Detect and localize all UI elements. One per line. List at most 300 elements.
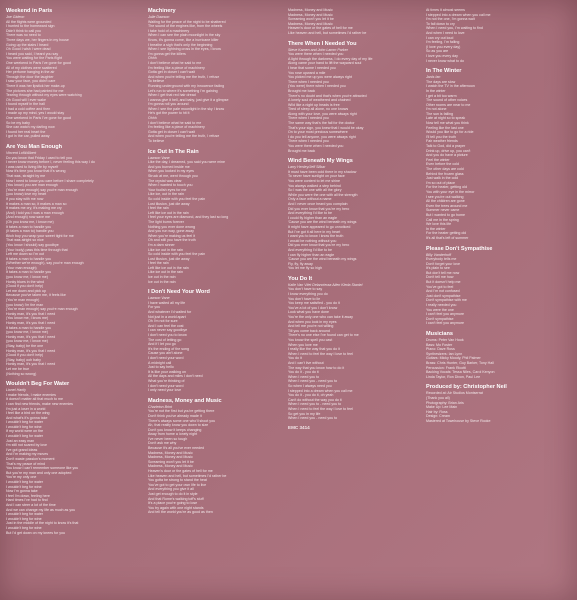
lyric-line: Synthesizers: Ian Lynn: [426, 351, 463, 356]
lyrics-column-1: [6, 8, 136, 592]
lyric-line: And I'm not confused: [426, 289, 460, 294]
lyric-line: I hear that some I needed you: [288, 65, 336, 70]
song-block: [288, 276, 416, 421]
lyric-line: I don't need your word: [148, 355, 184, 360]
lyric-line: You picked me up you were always right: [288, 75, 352, 80]
lyric-line: Other rooms are near to me: [426, 102, 471, 107]
lyric-line: Just get enough to do it in style: [148, 492, 198, 496]
lyric-line: You always walked a step behind: [288, 183, 341, 188]
song-block: [148, 8, 276, 144]
lyric-line: Don't tell me how: [426, 275, 454, 280]
lyric-line: And when I need to love: [426, 30, 465, 35]
lyric-line: I really like the way that you do it: [288, 347, 340, 352]
lyric-line: Piano: Dave Ross: [426, 347, 455, 352]
lyric-line: It takes a man to handle you: [6, 325, 52, 330]
lyric-line: (you know me, I know me): [6, 339, 48, 344]
lyric-line: You were content to let me shine: [288, 179, 341, 183]
lyric-line: Linda Taylor, Ron Dixon, Paul Lee: [426, 374, 481, 379]
lyric-line: 'Cause you are the wind beneath my wings: [288, 220, 357, 225]
lyric-line: I stepped into a dream when you call me: [426, 12, 491, 17]
lyric-line: All the children are gone: [426, 199, 465, 204]
lyric-line: The cost of letting go: [148, 337, 182, 342]
lyric-line: To never have sunlight on your face: [288, 174, 345, 179]
lyric-line: It must have been cold there in my shadow: [288, 169, 357, 174]
song-title: Wouldn't Beg For Water: [6, 381, 70, 388]
song-title: In The Winter: [426, 68, 462, 75]
songwriter-credit: Janis Ian: [426, 75, 441, 80]
lyric-line: Madness, Money and Music: [288, 21, 333, 26]
lyric-line: And I'm making my moves: [6, 452, 49, 457]
lyric-line: Lost illusion, just die away: [148, 256, 190, 261]
lyric-line: And you burned inside me: [148, 164, 190, 169]
lyric-line: (You know) you are man enough: [6, 183, 58, 188]
lyric-line: Honky man, it's you that I need: [6, 334, 56, 339]
lyric-line: Drums: Peter Van Hook: [426, 338, 464, 342]
lyric-line: There it was her lipstick her make-up: [6, 83, 65, 88]
lyric-line: Even before the cold: [426, 162, 459, 167]
lyric-line: It might have appeared to go unnoticed: [288, 224, 351, 229]
lyric-line: So get you in my life: [288, 411, 321, 416]
lyric-line: (And enough) now save me: [6, 215, 50, 220]
lyric-line: I know everything you do: [288, 292, 328, 297]
lyric-line: There when I needed you: [288, 79, 329, 84]
lyric-line: I can cry out loud: [426, 35, 454, 40]
lyric-line: Talk to God, did a prayer: [426, 144, 466, 149]
lyric-line: I feel the rain: [148, 206, 169, 211]
lyric-line: Heaven's door or the gates of hell for me: [288, 26, 353, 31]
lyric-line: Going up the stairs I heard: [6, 42, 49, 47]
lyric-line: I had a cold coffee and then: [6, 106, 51, 111]
lyric-line: Drink up, drive up, you can't: [426, 148, 471, 153]
lyric-line: The light burns forever: [148, 219, 184, 224]
song-title: Are You Man Enough: [6, 144, 63, 151]
lyric-line: Waiting for the peace of the night to be shattered: [148, 19, 226, 24]
lyric-line: Just don't sympathise: [426, 293, 461, 298]
lyric-line: Tearing through without my eyes were watching: [6, 93, 82, 98]
lyric-line: On to your most precious somewhere: [288, 130, 348, 135]
lyric-line: I can't feel you anymore: [426, 312, 465, 317]
lyric-line: I've never been so tough: [148, 436, 188, 441]
lyric-line: (You're man enough): [6, 298, 40, 303]
lyric-line: Fly, fly, fly away: [288, 261, 313, 266]
lyric-line: (you know) love my heart: [6, 192, 47, 197]
lyric-line: And you run way, gone away: [148, 229, 194, 234]
lyric-line: Don't forget your love: [426, 261, 461, 266]
lyric-line: Ohhh: [148, 56, 157, 61]
lyric-line: Just an easy man: [6, 438, 35, 443]
lyric-line: But I wanted to go home: [426, 212, 465, 217]
lyric-line: A lonely soul of weathered and chained: [288, 98, 351, 103]
lyric-line: I'm not alone: [426, 107, 447, 112]
song-block: [6, 144, 136, 376]
lyric-line: Madness, Money and Music: [288, 12, 333, 17]
lyric-line: Nothing you ever done wrong: [148, 224, 195, 229]
lyrics-column-3: [288, 8, 416, 592]
lyric-line: I'm gonna get the killers: [148, 51, 186, 56]
lyric-line: And I can feel the cost: [148, 323, 184, 328]
lyric-line: Like ice out in the rain: [148, 270, 183, 275]
song-block: [426, 8, 566, 63]
lyric-line: When I need you, I'm waiting to find: [426, 26, 483, 31]
lyric-line: Brass: Chris Hunter, Guy Barker, Tony Hall: [426, 360, 494, 365]
lyric-line: Don't sympathise with me: [426, 298, 467, 303]
lyric-line: I'm still not scared by love: [6, 443, 48, 448]
lyric-line: (Whether we're enough), say you're man enough: [6, 261, 84, 266]
lyric-line: Know, it's gonna come, like a hurricane killer: [148, 37, 219, 42]
lyric-line: There when I needed you: [288, 139, 329, 144]
lyric-line: While you were the one with all the strength: [288, 192, 358, 197]
lyric-line: When you love me: [288, 342, 318, 347]
lyric-line: Let me be true: [6, 366, 30, 371]
lyric-line: Let me down and pick up: [6, 288, 46, 293]
lyric-line: A light through the darkness, I do every day of my life: [288, 56, 373, 61]
songwriter-credit: Lawson Vane: [148, 296, 170, 301]
lyric-line: Just to say hello: [148, 365, 174, 370]
songwriter-credit: Julie Dawson: [148, 15, 170, 19]
lyric-line: And everything I'd like to be: [288, 211, 333, 216]
lyric-line: (Nothing so wrong): [6, 371, 37, 376]
lyric-line: So when I always need you: [288, 383, 332, 388]
songwriter-credit: Lawson Vane: [148, 155, 170, 160]
song-title: Please Don't Sympathise: [426, 245, 493, 252]
lyric-line: Guitars: Micky Moody, Phil Palmer: [426, 356, 481, 361]
lyric-line: I feel the rain: [148, 261, 169, 266]
lyric-line: And I can steer a lot of the time: [6, 502, 56, 507]
lyric-line: When I need you to - need you to: [288, 402, 342, 407]
lyric-line: Running underground with my innocence fading: [148, 83, 225, 88]
lyric-line: That was, straight by me: [6, 174, 46, 178]
lyric-line: When I see lightning cross in the eyes, I know: [148, 47, 221, 52]
lyric-line: When I need to feel the way I love to feel: [288, 351, 353, 356]
lyric-line: Don't waste passion's moment: [6, 457, 55, 462]
lyric-line: Like heaven and hell, but sometimes I'd rather be: [288, 30, 367, 35]
lyric-line: A midnight call: [148, 360, 172, 365]
song-block: [288, 41, 416, 154]
lyric-line: I'll tell you the truth: [426, 134, 456, 139]
lyric-line: I feel your eyes are diamond, and they last so long: [148, 215, 229, 220]
lyric-line: I get a bit too warm: [426, 93, 457, 98]
lyric-line: (Good if you don't help): [6, 284, 44, 289]
lyric-line: I have waited all my life: [148, 300, 186, 305]
lyric-line: Everybody tells me: [426, 257, 457, 262]
lyric-line: The sound of other voices: [426, 98, 468, 103]
lyric-line: Summer never came: [426, 208, 460, 213]
lyric-line: It takes a man to handle you: [6, 224, 52, 229]
lyric-line: Recorded at: Air Studios Montserrat: [426, 391, 483, 396]
lyric-line: Oh I'm not for sure: [148, 319, 178, 324]
lyric-line: I'm not the one, I'm gonna wait: [426, 17, 475, 22]
lyric-line: Look what you have done: [288, 310, 329, 315]
lyric-line: I heard you said, I heard you say: [6, 51, 59, 56]
lyric-line: Brought me back: [288, 148, 316, 153]
lyric-line: It takes a man to handle you: [6, 256, 52, 261]
lyric-line: Make Up: Lee Main: [426, 405, 458, 410]
lyric-line: You've got to get your own life to live: [148, 482, 207, 487]
lyric-line: The sound of the engines like, from the wheels: [148, 24, 223, 29]
lyric-line: Did you ever know that you're my hero: [288, 206, 350, 211]
lyric-line: It makes a man so, it makes a man so: [6, 201, 67, 206]
lyric-line: Design: Cream: [426, 414, 450, 419]
song-block: [288, 158, 416, 271]
lyric-line: You know I can't remember someone like you: [6, 466, 79, 471]
lyric-line: I feel like a bird on the wing: [6, 411, 50, 416]
lyric-line: Didn't think to call you: [6, 28, 41, 33]
lyrics-column-2: [148, 8, 276, 592]
lyric-line: I can never say goodbye: [148, 328, 188, 333]
song-block: [148, 289, 276, 392]
lyric-line: You were there when I needed you: [288, 144, 344, 149]
lyric-line: The pictures she had painted for me: [6, 88, 64, 93]
lyric-line: And I can't live without: [288, 360, 324, 365]
lyric-line: I never know money before I, never feeling this way I do: [6, 160, 95, 165]
song-title: Machinery: [148, 8, 176, 14]
lyric-line: For you: [148, 305, 161, 310]
lyric-line: I only need your love: [148, 388, 182, 393]
lyric-line: I can fly higher than an eagle: [288, 252, 335, 257]
lyric-line: I don't need you to know: [148, 333, 187, 337]
lyric-line: She can watch my darling now: [6, 125, 55, 130]
lyric-line: That was alright so nice: [6, 238, 44, 243]
lyric-line: The way that you know how to do it: [288, 365, 345, 370]
lyric-line: Madness, Money and Music: [288, 8, 333, 12]
lyric-line: I don't need your word: [148, 383, 184, 388]
song-block: [426, 246, 566, 327]
lyric-line: The same way that's the fall for the doctor: [288, 121, 355, 126]
lyric-line: Gotta get in closer I can't wait: [148, 129, 196, 134]
lyric-line: When you're making us feel it: [148, 233, 196, 238]
lyric-line: I got in the car, pulled away: [6, 134, 50, 139]
lyric-line: And when you look in my eyes: [288, 319, 337, 324]
lyric-line: You were there when I needed you: [288, 52, 344, 57]
lyric-line: I could fly higher than an eagle: [288, 215, 337, 220]
lyric-line: And you do have a picture: [426, 153, 468, 158]
lyric-line: (You're man enough) say you're man enough: [6, 187, 78, 192]
lyric-line: The crystal was clear: [148, 178, 182, 183]
lyric-line: So as you are: [426, 49, 449, 54]
lyric-line: You don't have to say: [288, 287, 323, 292]
lyric-line: Ohhh: [148, 116, 157, 121]
lyric-line: Oh and still you have the truth: [148, 238, 196, 243]
lyric-line: All of my clothes were scattered: [6, 65, 57, 70]
lyric-line: (And) I told you I was a man enough: [6, 210, 64, 215]
lyric-line: The other days are cold: [426, 167, 464, 171]
lyric-line: It's all that's left of summer: [426, 235, 469, 240]
lyric-line: I don't believe what he said to me: [148, 120, 202, 125]
lyric-line: And I never once heard you complain: [288, 201, 348, 206]
lyric-line: And that Rome's walking toff's stuff: [148, 496, 204, 501]
lyric-line: Just in the middle of the night to know it's that: [6, 521, 79, 526]
lyric-line: Your foolish eyes for me: [148, 187, 187, 192]
song-block: [6, 8, 136, 139]
catalog-number: EMC 3414: [288, 424, 310, 430]
lyric-line: Left me down so I'm out: [6, 252, 45, 257]
lyric-line: Honky man, it's you that I need: [6, 321, 56, 325]
lyric-line: Feel the winter: [426, 157, 450, 162]
lyric-line: I wouldn't beg for water: [6, 434, 44, 439]
lyric-line: Her perfume hanging in the air: [6, 70, 55, 75]
lyric-line: Because it's all you've ever needed: [148, 446, 205, 451]
lyric-line: (It takes a man to) handle you: [6, 229, 54, 234]
lyric-line: So be my baby: [6, 120, 30, 125]
lyric-line: I've got grand ideas: [6, 447, 38, 452]
lyrics-column-4: [426, 8, 566, 592]
lyric-line: Through the door the laughter: [6, 74, 54, 79]
lyric-line: I'm just a loser in a world: [6, 406, 46, 411]
lyric-line: Wild like a night up heads is free: [288, 102, 340, 107]
lyric-line: Bass: Mo Foster: [426, 342, 453, 347]
lyric-line: When I need to feel the way I love to feel: [288, 406, 353, 411]
lyric-line: There's always some one who'll shoot you: [148, 418, 216, 423]
lyric-line: (You know I should) say goodbye: [6, 242, 59, 247]
lyric-line: Hard times I've had to find: [6, 498, 48, 503]
lyric-line: I made up my mind, yes I would stay: [6, 111, 65, 116]
lyric-line: Now I'm gonna take: [6, 489, 38, 494]
lyric-line: You with your eye in the mirror: [426, 189, 475, 194]
lyric-line: You were waiting for the Paris flight: [6, 56, 62, 61]
lyric-line: You gotta be strong to stand the heat: [148, 478, 207, 483]
lyric-line: So I was the one with all the glory: [288, 188, 342, 193]
lyric-line: You do it - you do it, oh yeah: [288, 393, 334, 398]
lyric-line: Like ice, out in the rain: [148, 192, 184, 197]
lyric-line: I'm feeling, I'm falling: [426, 40, 460, 45]
lyric-line: Would you like to go for a ride: [426, 130, 474, 135]
lyric-line: I'm a darn sinner: [148, 242, 175, 247]
lyric-line: You're the only one who can take it away: [288, 315, 353, 320]
lyric-line: If you stay with me now: [6, 196, 44, 201]
lyric-line: Fair weather friends: [426, 139, 458, 144]
lyric-line: In the winter: [426, 226, 446, 231]
lyric-line: And when you're telling me the truth, I refuse: [148, 134, 220, 139]
lyric-line: Call me in the spring: [426, 217, 459, 222]
lyric-line: Percussion: Frank Ricotti: [426, 365, 466, 370]
lyric-line: When I need you - need you to: [288, 379, 338, 384]
lyric-line: I wouldn't beg for wine: [6, 484, 42, 489]
songwriter-credit: Vincent Lofit/Albert: [6, 151, 37, 156]
lyric-line: I wouldn't beg for water: [6, 480, 44, 484]
lyric-line: To believe: [148, 139, 165, 144]
lyric-line: And tell the world you're as good as then: [148, 510, 213, 515]
songwriter-credit: Charleton Brint: [148, 404, 172, 409]
lyric-line: When I need you to: [288, 374, 320, 379]
lyric-line: Hair by: Ross: [426, 409, 448, 414]
lyric-line: But I've got it all here in my heart: [288, 229, 341, 234]
lyric-line: The days are slow: [426, 79, 456, 84]
lyric-line: Cause you ain't alone: [148, 351, 183, 356]
song-block: [426, 384, 566, 423]
lyric-line: One weekend in Paris I've gone for good: [6, 116, 71, 121]
lyric-line: Honky blues in the wind: [6, 279, 44, 284]
lyric-line: Heaven's door or the gates of hell for me: [148, 469, 213, 474]
lyric-line: That's my peace of mind: [6, 461, 46, 466]
lyric-line: You were the one: [426, 307, 454, 312]
songwriter-credit: Billy Vanderhoff: [426, 252, 452, 257]
song-title: Weekend in Paris: [6, 8, 53, 14]
lyric-line: Even the trees around me: [426, 203, 468, 208]
lyric-line: And if I let you go: [148, 342, 176, 347]
lyric-line: (Your body) pass this time through that: [6, 247, 68, 252]
lyric-line: I saw your face, you didn't care: [6, 79, 56, 84]
lyric-line: It doesn't matter all that much to me: [6, 397, 64, 402]
lyric-line: I can find new friends, make new enemies: [6, 401, 73, 406]
lyric-line: You do it - you do it: [288, 370, 319, 375]
song-title: There When I Needed You: [288, 40, 357, 47]
lyric-line: Now tell me what you think: [426, 121, 469, 126]
song-title: You Do It: [288, 275, 313, 282]
lyric-line: (you know me, I know me): [6, 275, 48, 280]
lyric-line: You keep me satisfied - you do it: [288, 301, 340, 306]
lyric-line: (Thank you all): [426, 395, 450, 400]
lyric-line: Photography: Brian Aris: [426, 400, 464, 405]
lyric-line: Gotta get in closer I can't wait: [148, 70, 196, 75]
song-title: I Don't Need Your Word: [148, 289, 210, 296]
lyric-line: And everything I'd like to be: [288, 247, 333, 252]
song-title: Musicians: [426, 331, 454, 337]
lyric-line: Can't do without the way you do it: [288, 397, 342, 402]
lyric-line: In the winter: [426, 88, 446, 93]
lyric-line: Brought me back: [288, 88, 316, 93]
lyric-line: Did you ever know that you're my hero: [288, 243, 350, 248]
lyric-line: Honky man, it's you that I need: [6, 362, 56, 367]
lyric-line: (Good if you don't help): [6, 353, 44, 358]
songwriter-credit: Larry Henley/Jeff Silbar: [288, 165, 326, 170]
lyric-line: So cold inside with you feel the pain: [148, 196, 206, 201]
lyric-line: I make friends, I make enemies: [6, 392, 56, 397]
lyric-line: I would be nothing without you: [288, 238, 337, 243]
lyric-line: It's a place you're going to lose: [148, 501, 198, 506]
lyric-line: I'm gonna roll you around: [148, 102, 189, 107]
song-block: [288, 8, 416, 36]
lyric-line: I feel I'm down, feeling here: [6, 493, 50, 498]
lyric-line: Now it's time you know that it's wrong: [6, 169, 66, 174]
lyric-line: I take hold of a machinery: [148, 28, 190, 33]
lyric-line: It's plain to see: [426, 266, 450, 271]
songwriter-credit: Kalle Van Vliet Delancieraa Allen Kleda Staniel: [288, 282, 363, 287]
lyric-line: I wouldn't beg for wine: [6, 516, 42, 521]
lyric-line: To fall down to cry: [426, 21, 455, 26]
song-title: Ice Out In The Rain: [148, 148, 199, 155]
lyric-line: I really needed you: [426, 303, 457, 308]
lyric-line: I'm so out of place: [426, 180, 456, 185]
lyric-line: Along with your love, you were always right: [288, 111, 357, 116]
lyric-line: (you know me, I know me): [6, 330, 48, 335]
lyric-line: Tired of sleep all alone, no one knows: [288, 107, 349, 112]
lyric-line: I wouldn't beg for water: [6, 420, 44, 425]
lyric-line: Behind the frozen glass: [426, 171, 464, 176]
lyric-line: There's no doubt and that's when you're attracted: [288, 93, 367, 98]
lyric-line: I hurried to the homeward sign: [6, 24, 55, 29]
lyric-line: You've a lot of you I don't know: [288, 305, 338, 310]
lyric-line: (Stay, baby) be the one: [6, 343, 44, 348]
lyric-line: Screaming won't you let it be: [148, 459, 194, 464]
lyric-line: I see you're out walking: [426, 194, 464, 199]
lyric-line: I wouldn't beg for wine: [6, 424, 42, 429]
lyric-line: Don't you know it keeps changing: [148, 427, 202, 432]
lyric-line: There was no need to: [6, 33, 41, 38]
lyric-line: If my world were on fire: [6, 429, 44, 434]
lyric-line: Ah, that reality know you down to size: [148, 423, 209, 428]
lyric-line: I love you every day: [426, 53, 458, 58]
lyric-line: At times it almost seems: [426, 8, 465, 12]
lyric-line: (Your man enough): [6, 265, 37, 270]
song-block: [6, 381, 136, 535]
lyric-line: Honky man, it's you that I need: [6, 348, 56, 353]
lyric-line: When you looked in my eyes: [148, 169, 194, 174]
lyric-line: And we can change my life as much as you: [6, 507, 76, 512]
song-title: Wind Beneath My Wings: [288, 158, 353, 165]
lyric-line: Don't think you've already made it: [148, 413, 202, 418]
lyric-line: That's your sign, you knew that I would be okay: [288, 125, 364, 130]
lyric-line: Screaming won't you let it be: [288, 17, 334, 22]
